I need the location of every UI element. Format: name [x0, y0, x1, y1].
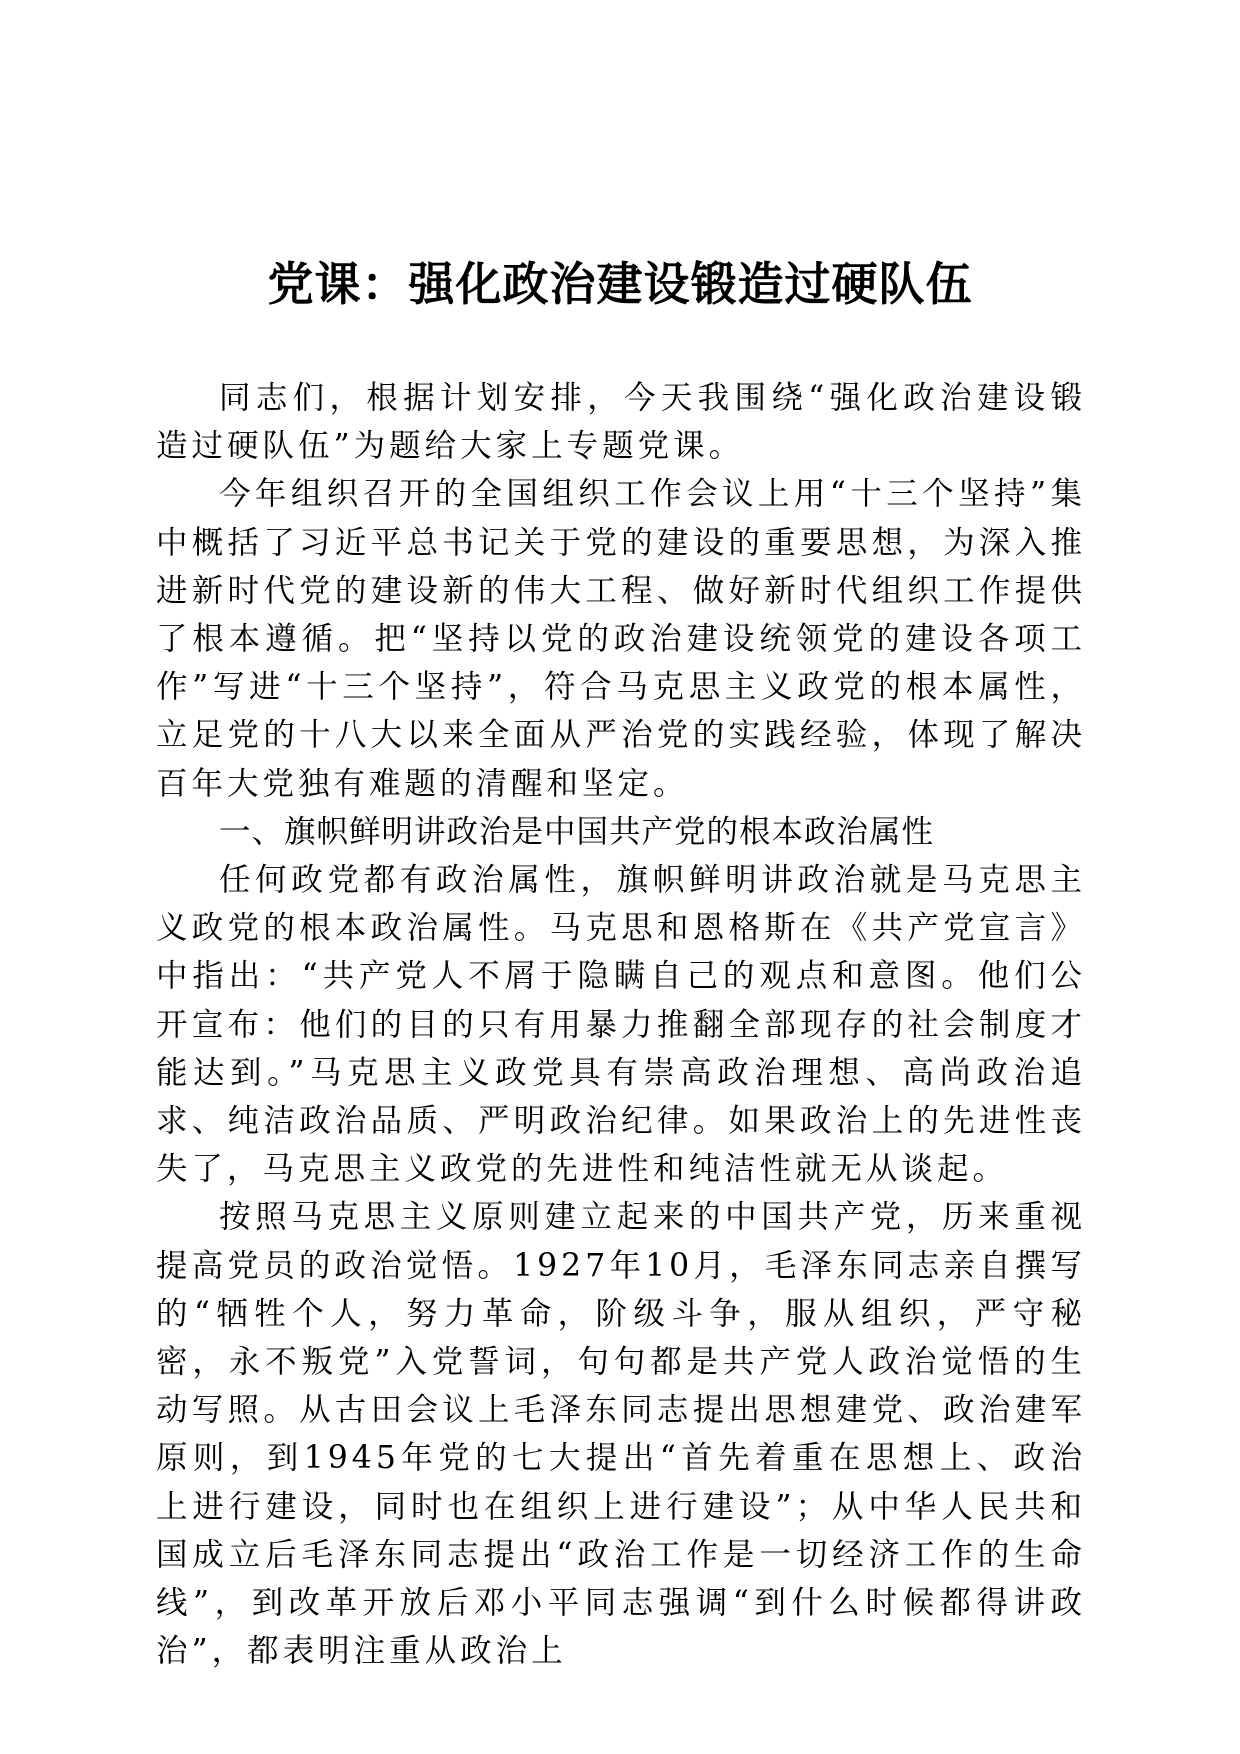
- paragraph-background: 今年组织召开的全国组织工作会议上用“十三个坚持”集中概括了习近平总书记关于党的建设的重要思想，为深入推进新时代党的建设新的伟大工程、做好新时代组织工作提供了根本遵循。把“坚持以党的政治建设统领党的建设各项工作”写进“十三个坚持”，符合马克思主义政党的根本属性，立足党的十八大以来全面从严治党的实践经验，体现了解决百年大党独有难题的清醒和坚定。: [156, 476, 1086, 802]
- document-title: 党课：强化政治建设锻造过硬队伍: [267, 257, 973, 311]
- paragraph-political-attribute: 任何政党都有政治属性，旗帜鲜明讲政治就是马克思主义政党的根本政治属性。马克思和恩格斯在《共产党宣言》中指出：“共产党人不屑于隐瞒自己的观点和意图。他们公开宣布：他们的目的只有用暴力推翻全部现存的社会制度才能达到。”马克思主义政党具有崇高政治理想、高尚政治追求、纯洁政治品质、严明政治纪律。如果政治上的先进性丧失了，马克思主义政党的先进性和纯洁性就无从谈起。: [156, 862, 1086, 1188]
- paragraph-history: 按照马克思主义原则建立起来的中国共产党，历来重视提高党员的政治觉悟。1927年10月，毛泽东同志亲自撰写的“牺牲个人，努力革命，阶级斗争，服从组织，严守秘密，永不叛党”入党誓词，句句都是共产党人政治觉悟的生动写照。从古田会议上毛泽东同志提出思想建党、政治建军原则，到1945年党的七大提出“首先着重在思想上、政治上进行建设，同时也在组织上进行建设”；从中华人民共和国成立后毛泽东同志提出“政治工作是一切经济工作的生命线”，到改革开放后邓小平同志强调“到什么时候都得讲政治”，都表明注重从政治上: [156, 1199, 1086, 1670]
- paragraph-opening: 同志们，根据计划安排，今天我围绕“强化政治建设锻造过硬队伍”为题给大家上专题党课。: [156, 380, 1086, 465]
- section-heading-1: 一、旗帜鲜明讲政治是中国共产党的根本政治属性: [219, 813, 935, 850]
- document-body: [156, 374, 1086, 1675]
